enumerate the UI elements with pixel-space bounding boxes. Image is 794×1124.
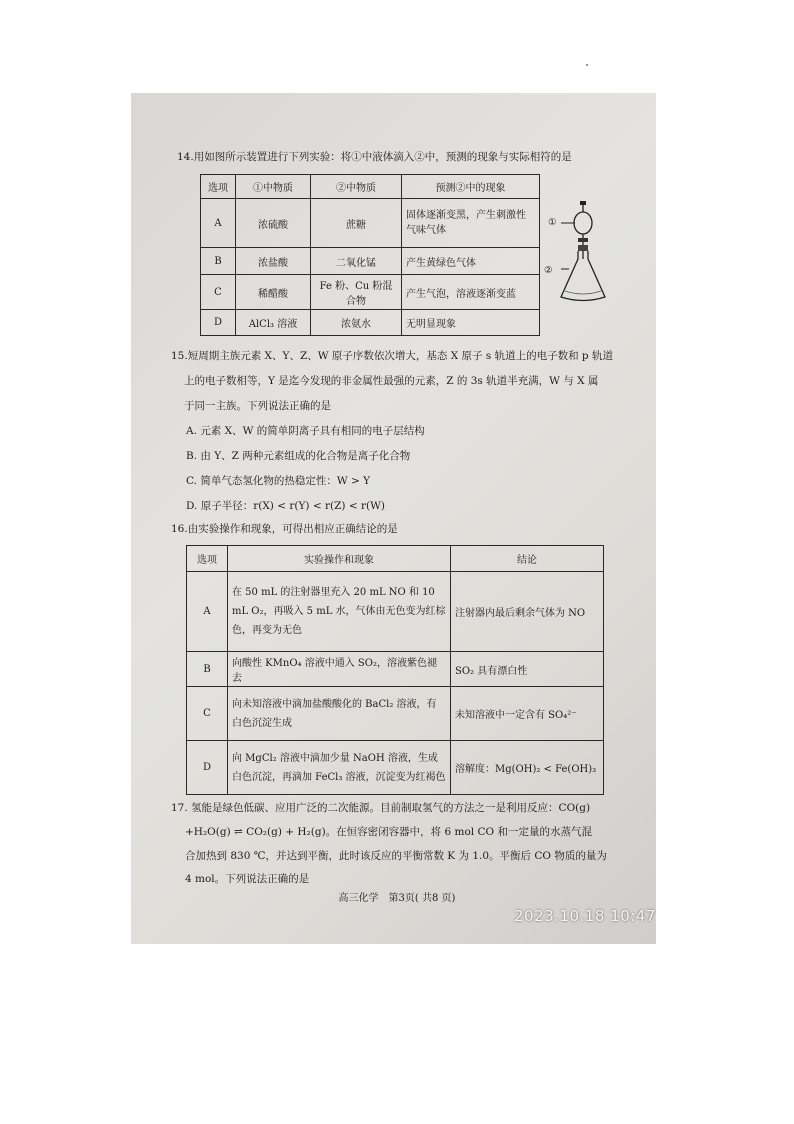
q15-option-b: B. 由 Y、Z 两种元素组成的化合物是离子化合物 (186, 450, 411, 462)
q15-option-d: D. 原子半径：r(X) < r(Y) < r(Z) < r(W) (186, 500, 385, 512)
table-row (187, 652, 604, 687)
photo-timestamp: 2023.10.18 10:47 (514, 907, 656, 925)
table-row (201, 310, 540, 336)
q14-cell: 产生黄绿色气体 (402, 248, 540, 275)
q15-stem-line: 于同一主族。下列说法正确的是 (184, 400, 331, 412)
q14-header: ①中物质 (236, 175, 311, 199)
q16-cell: SO₂ 具有漂白性 (451, 652, 604, 687)
speck (586, 64, 588, 66)
q14-cell: Fe 粉、Cu 粉混合物 (311, 275, 402, 310)
q14-header: ②中物质 (311, 175, 402, 199)
q14-cell: 浓硫酸 (236, 199, 311, 248)
q14-cell: A (201, 199, 236, 248)
dropping-funnel-flask-icon (551, 201, 621, 306)
q14-cell: 二氧化锰 (311, 248, 402, 275)
q16-cell: 溶解度：Mg(OH)₂ < Fe(OH)₃ (451, 741, 604, 795)
q16-cell: 在 50 mL 的注射器里充入 20 mL NO 和 10 mL O₂，再吸入 5 mL 水，气体由无色变为红棕色，再变为无色 (228, 572, 451, 652)
q14-table (200, 174, 540, 336)
q16-header: 实验操作和现象 (228, 546, 451, 572)
exam-photo (131, 93, 656, 944)
q14-cell: 浓氨水 (311, 310, 402, 336)
q14-stem: 14.用如图所示装置进行下列实验：将①中液体滴入②中，预测的现象与实际相符的是 (177, 151, 572, 163)
table-row (187, 741, 604, 795)
q14-cell: 蔗糖 (311, 199, 402, 248)
q16-cell: 向未知溶液中滴加盐酸酸化的 BaCl₂ 溶液，有白色沉淀生成 (228, 687, 451, 741)
q17-line: 4 mol。下列说法正确的是 (185, 873, 310, 885)
q15-stem-line: 上的电子数相等，Y 是迄今发现的非金属性最强的元素，Z 的 3s 轨道半充满，W 与 X 属 (184, 375, 599, 387)
q14-cell: B (201, 248, 236, 275)
q14-cell: 无明显现象 (402, 310, 540, 336)
q16-table (186, 545, 604, 795)
q16-cell: 未知溶液中一定含有 SO₄²⁻ (451, 687, 604, 741)
q15-stem-line: 15.短周期主族元素 X、Y、Z、W 原子序数依次增大，基态 X 原子 s 轨道上的电子数和 p 轨道 (171, 350, 613, 362)
table-row (201, 199, 540, 248)
q16-cell: D (187, 741, 228, 795)
q14-cell: 浓盐酸 (236, 248, 311, 275)
table-row (201, 275, 540, 310)
q16-cell: B (187, 652, 228, 687)
q14-cell: D (201, 310, 236, 336)
q16-stem: 16.由实验操作和现象，可得出相应正确结论的是 (171, 523, 398, 535)
q17-line: +H₂O(g) ⇌ CO₂(g) + H₂(g)。在恒容密闭容器中，将 6 mol CO 和一定量的水蒸气混 (185, 826, 592, 838)
q14-cell: 稀醋酸 (236, 275, 311, 310)
q17-line: 17. 氢能是绿色低碳、应用广泛的二次能源。目前制取氢气的方法之一是利用反应：CO(g) (171, 802, 591, 814)
q14-header: 选项 (201, 175, 236, 199)
q16-header: 结论 (451, 546, 604, 572)
q16-header: 选项 (187, 546, 228, 572)
q14-cell: 产生气泡，溶液逐渐变蓝 (402, 275, 540, 310)
q16-cell: 注射器内最后剩余气体为 NO (451, 572, 604, 652)
q16-cell: C (187, 687, 228, 741)
q14-cell: C (201, 275, 236, 310)
q14-cell: 固体逐渐变黑，产生刺激性气味气体 (402, 199, 540, 248)
label-reagent-1: ① (548, 217, 557, 228)
q15-option-c: C. 简单气态氢化物的热稳定性：W > Y (186, 475, 371, 487)
q16-cell: 向酸性 KMnO₄ 溶液中通入 SO₂，溶液紫色褪去 (228, 652, 451, 687)
q14-header: 预测②中的现象 (402, 175, 540, 199)
label-reagent-2: ② (544, 265, 553, 276)
q17-line: 合加热到 830 ℃，并达到平衡，此时该反应的平衡常数 K 为 1.0。平衡后 CO 物质的量为 (185, 850, 607, 862)
page-footer: 高三化学 第3页( 共8 页) (338, 893, 456, 904)
table-row (187, 687, 604, 741)
q14-cell: AlCl₃ 溶液 (236, 310, 311, 336)
table-row (187, 572, 604, 652)
q15-option-a: A. 元素 X、W 的简单阴离子具有相同的电子层结构 (186, 425, 425, 437)
table-row (201, 248, 540, 275)
q16-cell: A (187, 572, 228, 652)
q16-cell: 向 MgCl₂ 溶液中滴加少量 NaOH 溶液，生成白色沉淀，再滴加 FeCl₃ 溶液，沉淀变为红褐色 (228, 741, 451, 795)
